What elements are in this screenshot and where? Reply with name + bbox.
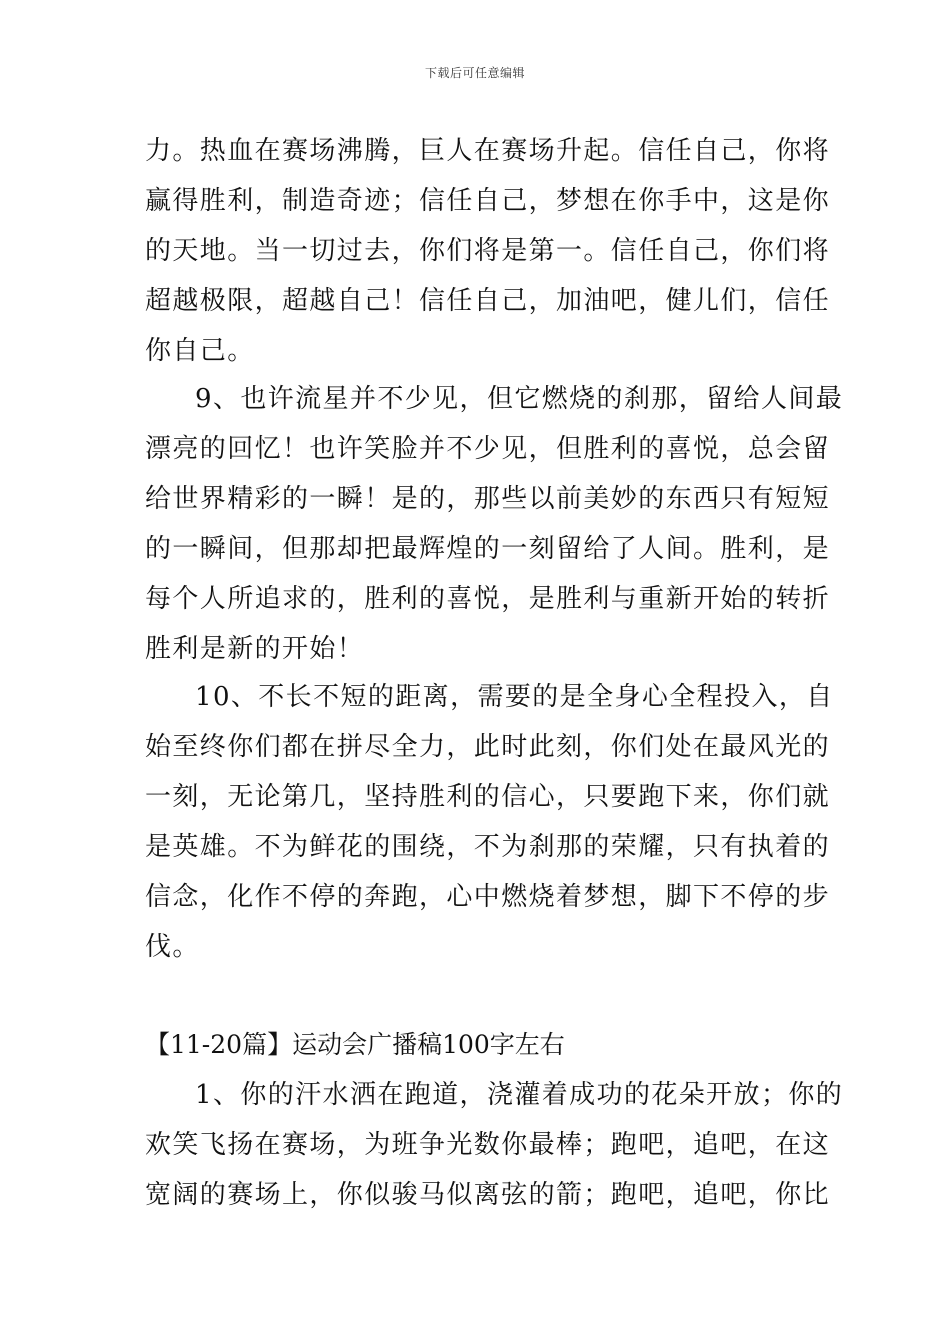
text-line: 是英雄。不为鲜花的围绕，不为刹那的荣耀，只有执着的: [145, 832, 831, 862]
text-line: 欢笑飞扬在赛场，为班争光数你最棒；跑吧，追吧，在这: [145, 1130, 831, 1160]
text-line: 10、不长不短的距离，需要的是全身心全程投入，自: [195, 682, 834, 712]
text-line: 9、也许流星并不少见，但它燃烧的刹那，留给人间最: [195, 384, 844, 414]
text-line: 1、你的汗水洒在跑道，浇灌着成功的花朵开放；你的: [195, 1080, 844, 1110]
text-line: 胜利是新的开始！: [145, 634, 365, 664]
text-line: 漂亮的回忆！也许笑脸并不少见，但胜利的喜悦，总会留: [145, 434, 831, 464]
text-line: 力。热血在赛场沸腾，巨人在赛场升起。信任自己，你将: [145, 136, 831, 166]
page-header: 下载后可任意编辑: [424, 66, 525, 80]
text-line: 给世界精彩的一瞬！是的，那些以前美妙的东西只有短短: [145, 484, 831, 514]
text-line: 赢得胜利，制造奇迹；信任自己，梦想在你手中，这是你: [145, 186, 831, 216]
text-line: 宽阔的赛场上，你似骏马似离弦的箭；跑吧，追吧，你比: [145, 1180, 831, 1210]
text-line: 始至终你们都在拼尽全力，此时此刻，你们处在最风光的: [145, 732, 831, 762]
text-line: 信念，化作不停的奔跑，心中燃烧着梦想，脚下不停的步: [145, 882, 831, 912]
text-line: 伐。: [145, 932, 200, 962]
section-heading: 【11-20篇】运动会广播稿100字左右: [145, 1030, 565, 1059]
text-line: 每个人所追求的，胜利的喜悦，是胜利与重新开始的转折: [145, 584, 831, 614]
text-line: 一刻，无论第几，坚持胜利的信心，只要跑下来，你们就: [145, 782, 831, 812]
text-line: 的天地。当一切过去，你们将是第一。信任自己，你们将: [145, 236, 831, 266]
text-line: 的一瞬间，但那却把最辉煌的一刻留给了人间。胜利，是: [145, 534, 831, 564]
text-line: 超越极限，超越自己！信任自己，加油吧，健儿们，信任: [145, 286, 831, 316]
text-line: 你自己。: [145, 336, 255, 366]
